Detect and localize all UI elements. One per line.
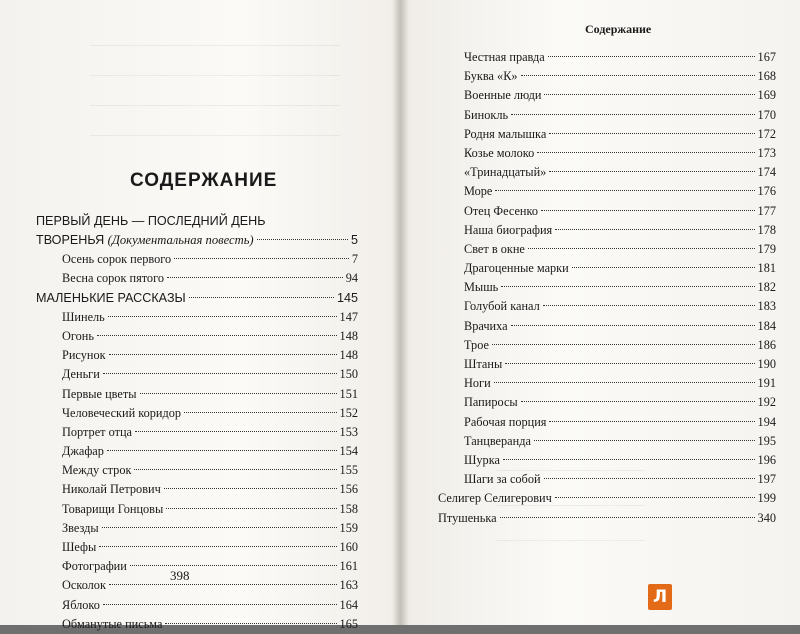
toc-entry-page: 165: [339, 616, 358, 631]
toc-entry[interactable]: [36, 346, 358, 365]
toc-entry-title: Трое: [464, 337, 489, 352]
toc-entry[interactable]: [36, 365, 358, 384]
toc-entry-page: 154: [339, 444, 358, 459]
toc-entry-page: 167: [757, 50, 776, 64]
toc-entry-title: Рабочая порция: [464, 414, 547, 429]
toc-entry-page: 191: [757, 376, 776, 391]
toc-entry-page: 186: [757, 337, 776, 352]
toc-entry[interactable]: [36, 231, 358, 250]
dot-leader: [140, 393, 337, 394]
toc-entry-title: Наша биография: [464, 222, 553, 237]
toc-entry[interactable]: [438, 432, 776, 451]
toc-entry-page: 155: [339, 463, 358, 478]
toc-entry[interactable]: [438, 374, 776, 393]
toc-entry[interactable]: [438, 278, 776, 297]
dot-leader: [257, 239, 348, 240]
toc-entry-page: 164: [339, 597, 358, 612]
toc-entry-title: Джафар: [62, 444, 104, 459]
dot-leader: [108, 316, 337, 317]
toc-entry-title: Отец Фесенко: [464, 203, 538, 218]
toc-entry[interactable]: [36, 615, 358, 634]
toc-entry[interactable]: [36, 557, 358, 576]
toc-entry-title: Осень сорок первого: [62, 252, 172, 267]
dot-leader: [164, 488, 337, 489]
toc-entry-title-text: ТВОРЕНЬЯ: [36, 233, 105, 247]
dot-leader: [166, 508, 336, 509]
toc-entry-page: 169: [757, 88, 776, 103]
toc-entry-page: 160: [339, 540, 358, 554]
toc-entry-page: 148: [339, 348, 358, 363]
toc-entry[interactable]: [438, 67, 776, 86]
toc-entry-page: 184: [757, 318, 776, 333]
dot-leader: [503, 459, 755, 460]
toc-entry[interactable]: [438, 470, 776, 489]
page-number: 398: [170, 568, 190, 583]
toc-entry-title: Фотографии: [62, 559, 127, 574]
toc-entry-page: 153: [339, 424, 358, 439]
toc-entry[interactable]: [438, 125, 776, 144]
toc-entry-title: Честная правда: [464, 50, 545, 64]
dot-leader: [135, 431, 337, 432]
toc-entry-page: 195: [757, 433, 776, 448]
toc-entry[interactable]: [36, 442, 358, 461]
toc-entry-page: 190: [757, 357, 776, 371]
toc-entry-title: Шефы: [62, 540, 97, 554]
dot-leader: [572, 267, 755, 268]
toc-entry-page: 174: [757, 165, 776, 180]
show-through-line: [495, 540, 645, 541]
contents-title: СОДЕРЖАНИЕ: [130, 170, 278, 191]
toc-entry-title: Буква «К»: [464, 69, 518, 84]
toc-entry-title: Шинель: [62, 309, 105, 324]
toc-entry-title: Обманутые письма: [62, 616, 163, 631]
dot-leader: [521, 401, 755, 402]
show-through-line: [90, 75, 340, 76]
toc-entry-title: Человеческий коридор: [62, 405, 182, 420]
toc-entry[interactable]: [36, 212, 358, 231]
dot-leader: [99, 546, 336, 547]
dot-leader: [544, 478, 755, 479]
show-through-line: [495, 505, 645, 506]
dot-leader: [505, 363, 754, 364]
toc-entry-page: 7: [351, 252, 358, 267]
toc-entry-title: Военные люди: [464, 88, 542, 103]
toc-entry-title: Шаги за собой: [464, 472, 541, 487]
toc-entry-page: 172: [757, 126, 776, 141]
dot-leader: [534, 440, 755, 441]
right-page: [405, 0, 800, 625]
dot-leader: [544, 94, 754, 95]
toc-entry[interactable]: [438, 106, 776, 125]
dot-leader: [134, 469, 336, 470]
toc-entry-title: «Тринадцатый»: [464, 165, 547, 180]
toc-entry[interactable]: [36, 461, 358, 480]
toc-entry-page: 173: [757, 145, 776, 160]
toc-entry[interactable]: [438, 182, 776, 201]
running-head: Содержание: [585, 22, 652, 36]
dot-leader: [174, 258, 349, 259]
dot-leader: [548, 56, 755, 57]
toc-entry-title: Свет в окне: [464, 241, 525, 256]
dot-leader: [184, 412, 337, 413]
toc-entry-page: 183: [757, 299, 776, 314]
toc-entry-page: 168: [757, 69, 776, 84]
dot-leader: [107, 450, 337, 451]
toc-entry[interactable]: [438, 259, 776, 278]
toc-entry[interactable]: [36, 327, 358, 346]
toc-entry-page: 176: [757, 184, 776, 199]
toc-entry-title: Козье молоко: [464, 145, 535, 160]
dot-leader: [165, 623, 336, 624]
toc-entry-page: 145: [336, 290, 358, 305]
toc-list-left: [36, 212, 358, 634]
dot-leader: [500, 517, 755, 518]
toc-entry[interactable]: [36, 596, 358, 615]
show-through-line: [495, 470, 645, 471]
dot-leader: [167, 277, 343, 278]
toc-entry-page: 340: [757, 510, 776, 525]
toc-entry-title: [36, 231, 254, 250]
dot-leader: [492, 344, 755, 345]
toc-entry-page: 5: [350, 233, 358, 247]
toc-entry-page: 158: [339, 501, 358, 516]
show-through-line: [90, 135, 340, 136]
toc-entry[interactable]: [438, 240, 776, 259]
toc-entry-title: Врачиха: [464, 318, 508, 333]
dot-leader: [549, 171, 754, 172]
toc-entry-title: Николай Петрович: [62, 482, 161, 497]
toc-entry-page: 159: [339, 520, 358, 535]
toc-entry-title: Ноги: [464, 376, 491, 391]
toc-entry-page: 192: [757, 395, 776, 410]
dot-leader: [130, 565, 337, 566]
toc-entry-title: Птушенька: [438, 510, 497, 525]
toc-entry[interactable]: [438, 393, 776, 412]
dot-leader: [549, 133, 754, 134]
toc-entry-page: 197: [757, 472, 776, 487]
dot-leader: [537, 152, 754, 153]
dot-leader: [528, 248, 755, 249]
toc-entry-page: 163: [339, 578, 358, 593]
dot-leader: [511, 325, 755, 326]
toc-entry-title: Яблоко: [62, 597, 100, 612]
toc-entry[interactable]: [36, 519, 358, 538]
toc-entry-page: 151: [339, 386, 358, 401]
toc-entry[interactable]: [438, 163, 776, 182]
dot-leader: [102, 527, 337, 528]
toc-entry-title: Мышь: [464, 280, 499, 295]
toc-entry-page: 181: [757, 261, 776, 276]
dot-leader: [555, 229, 754, 230]
toc-entry-title: Шурка: [464, 452, 500, 467]
left-page: [0, 0, 395, 631]
dot-leader: [501, 286, 754, 287]
dot-leader: [109, 354, 337, 355]
toc-entry[interactable]: [438, 221, 776, 240]
toc-entry-title: Танцверанда: [464, 433, 531, 448]
dot-leader: [189, 297, 334, 298]
dot-leader: [549, 421, 754, 422]
toc-entry-title: Весна сорок пятого: [62, 271, 164, 286]
show-through-line: [90, 45, 340, 46]
toc-entry-page: 94: [345, 271, 358, 286]
toc-entry-page: 194: [757, 414, 776, 429]
toc-entry-title: ПЕРВЫЙ ДЕНЬ — ПОСЛЕДНИЙ ДЕНЬ: [36, 214, 266, 228]
toc-entry[interactable]: [438, 317, 776, 336]
toc-list-right: [438, 48, 776, 528]
dot-leader: [543, 305, 755, 306]
toc-entry[interactable]: [36, 250, 358, 269]
dot-leader: [511, 114, 754, 115]
toc-entry-page: 196: [757, 452, 776, 467]
dot-leader: [97, 335, 337, 336]
toc-entry[interactable]: [36, 423, 358, 442]
toc-entry-title: Селигер Селигерович: [438, 491, 552, 506]
toc-entry[interactable]: [438, 509, 776, 528]
toc-entry[interactable]: [36, 404, 358, 423]
toc-entry[interactable]: [36, 269, 358, 288]
dot-leader: [103, 604, 337, 605]
toc-entry-page: 170: [757, 107, 776, 122]
toc-entry-title: Драгоценные марки: [464, 261, 569, 276]
toc-entry-title: Родня малышка: [464, 126, 547, 141]
toc-entry[interactable]: [438, 86, 776, 105]
toc-entry[interactable]: [438, 413, 776, 432]
toc-entry-page: 156: [339, 482, 358, 497]
toc-entry-title: Товарищи Гонцовы: [62, 501, 164, 516]
dot-leader: [521, 75, 755, 76]
toc-entry-page: 177: [757, 203, 776, 218]
toc-entry-page: 148: [339, 328, 358, 343]
toc-entry-title: Звезды: [62, 520, 99, 535]
toc-entry[interactable]: [438, 355, 776, 374]
toc-entry-page: 152: [339, 405, 358, 420]
toc-entry-page: 161: [339, 559, 358, 574]
toc-entry[interactable]: [438, 336, 776, 355]
toc-entry[interactable]: [438, 297, 776, 316]
toc-entry-title: Портрет отца: [62, 424, 132, 439]
toc-entry-title: Первые цветы: [62, 386, 137, 401]
dot-leader: [495, 190, 754, 191]
toc-entry[interactable]: [36, 538, 358, 557]
toc-entry-title: Штаны: [464, 357, 503, 371]
show-through-line: [90, 105, 340, 106]
toc-entry-title: Бинокль: [464, 107, 509, 122]
toc-entry-page: 199: [757, 491, 776, 506]
toc-entry[interactable]: [36, 480, 358, 499]
toc-entry-page: 147: [339, 309, 358, 324]
toc-entry[interactable]: [36, 385, 358, 404]
toc-entry-note: (Документальная повесть): [107, 233, 254, 247]
dot-leader: [109, 584, 337, 585]
toc-entry[interactable]: [438, 48, 776, 67]
dot-leader: [555, 497, 755, 498]
watermark-logo-icon: Л: [648, 584, 672, 610]
dot-leader: [541, 210, 755, 211]
dot-leader: [103, 373, 337, 374]
toc-entry-title: Осколок: [62, 578, 106, 593]
toc-entry-title: Папиросы: [464, 395, 518, 410]
toc-entry-title: МАЛЕНЬКИЕ РАССКАЗЫ: [36, 290, 186, 305]
toc-entry[interactable]: [438, 202, 776, 221]
toc-entry[interactable]: [438, 451, 776, 470]
toc-entry[interactable]: [438, 144, 776, 163]
toc-entry-title: Огонь: [62, 328, 94, 343]
toc-entry[interactable]: [36, 308, 358, 327]
toc-entry-page: 182: [757, 280, 776, 295]
toc-entry[interactable]: [36, 500, 358, 519]
toc-entry[interactable]: [36, 576, 358, 595]
toc-entry-title: Море: [464, 184, 493, 199]
toc-entry-page: 178: [757, 222, 776, 237]
toc-entry[interactable]: [36, 289, 358, 308]
toc-entry-title: Голубой канал: [464, 299, 540, 314]
toc-entry-title: Между строк: [62, 463, 132, 478]
toc-entry-page: 179: [757, 241, 776, 256]
toc-entry-page: 150: [339, 367, 358, 382]
toc-entry-title: Деньги: [62, 367, 100, 382]
toc-entry-title: Рисунок: [62, 348, 106, 363]
dot-leader: [494, 382, 755, 383]
